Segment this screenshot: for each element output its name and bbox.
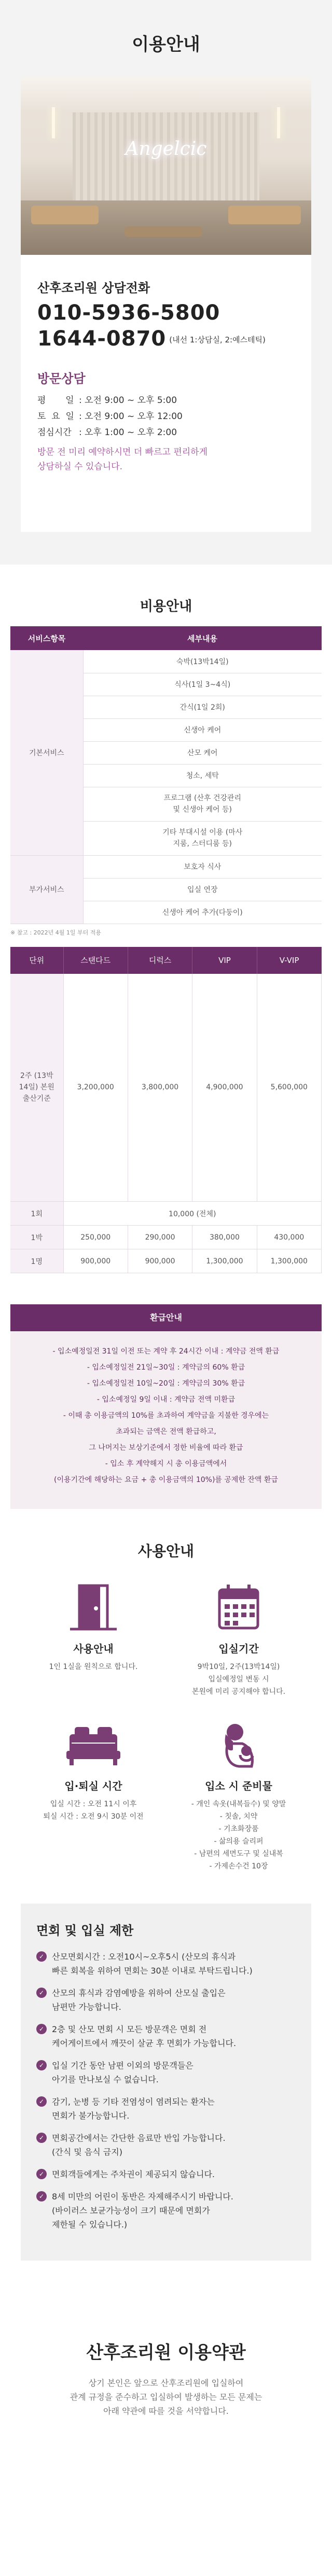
price-unit: 1명 [10,1249,63,1273]
visit-rule-text [52,2131,226,2159]
price-merged: 10,000 (전체) [63,1202,322,1226]
visit-note-line: 방문 전 미리 예약하시면 더 빠르고 편리하게 [37,447,208,457]
price-deluxe: 900,000 [128,1249,192,1273]
col-unit: 단위 [10,947,63,974]
terms-desc-line: 상기 본인은 앞으로 산후조리원에 입실하여 [88,2378,244,2388]
visit-rule-text [52,2095,215,2123]
photo-ceiling [21,76,311,112]
usage-item-desc [166,1661,311,1698]
price-deluxe: 3,800,000 [128,974,192,1202]
visit-rule-line: 면회객들에게는 주차권이 제공되지 않습니다. [52,2169,215,2179]
hours-day: 토 요 일 [37,411,74,422]
usage-item-title: 입·퇴실 시간 [64,1780,122,1792]
refund-line: 그 나머지는 보상기준에서 정한 비율에 따라 환급 [89,1444,243,1452]
table-row [10,1249,322,1273]
visit-rule-text [52,2022,236,2050]
refund-line: (이용기간에 해당하는 요금 + 총 이용금액의 10%)를 공제한 잔액 환급 [54,1476,278,1484]
price-vvip: 430,000 [257,1226,321,1249]
visit-rule-line: 산모면회시간 : 오전10시~오후5시 (산모의 휴식과 [52,1952,236,1962]
fees-section [0,565,332,1509]
terms-section [0,2261,332,2418]
col-service: 서비스항목 [10,626,83,650]
visit-rule-line: 감기, 눈병 등 기타 전염성이 염려되는 환자는 [52,2097,215,2107]
refund-line: - 입소예정일전 31일 이전 또는 계약 후 24시간 이내 : 계약금 전액 환급 [52,1347,280,1356]
hours-time: : 오전 9:00 ~ 오후 5:00 [79,395,177,406]
price-vvip: 1,300,000 [257,1249,321,1273]
service-item: 청소, 세탁 [83,764,322,787]
price-deluxe: 290,000 [128,1226,192,1249]
col-standard: 스탠다드 [63,947,128,974]
visit-rule-text [52,1986,226,2014]
price-table-header [10,947,322,974]
col-vvip: V-VIP [257,947,321,974]
visit-rule-item [36,1950,296,1978]
visit-rule-line: 면회공간에서는 간단한 음료만 반입 가능합니다. [52,2133,226,2143]
photo-lamp [277,107,280,138]
intro-section [0,0,332,565]
service-item: 신생아 케어 추가(다둥이) [83,901,322,924]
refund-box [10,1304,322,1509]
visit-note-line: 상담하실 수 있습니다. [37,462,123,472]
service-item: 간식(1일 2회) [83,696,322,718]
visit-rule-item [36,2190,296,2232]
usage-item-room [21,1581,166,1698]
check-circle-icon: ✓ [36,1988,47,1998]
hours-row [37,425,295,441]
price-vip: 1,300,000 [192,1249,257,1273]
contact-card [21,255,311,532]
usage-desc-line: - 칫솔, 치약 [219,1812,258,1821]
fees-title: 비용안내 [140,599,192,614]
refund-line: 초과되는 금액은 전액 환급하고, [116,1428,216,1436]
visit-rule-text [52,2167,215,2181]
lobby-sign-logo: Angelcic [125,138,207,160]
col-deluxe: 디럭스 [128,947,192,974]
service-item: 입실 연장 [83,878,322,901]
usage-desc-line: 9박10일, 2주(13박14일) [197,1663,280,1671]
visit-rule-item [36,2167,296,2181]
usage-desc-line: - 가제손수건 10장 [209,1862,268,1870]
usage-item-desc [21,1661,166,1673]
usage-desc-line: - 남편의 세면도구 및 실내복 [194,1850,283,1858]
photo-seat [31,206,99,224]
visit-rules-section [21,1904,311,2261]
visit-rule-text [52,2190,233,2232]
extra-service-label: 부가서비스 [10,855,83,924]
table-row [10,974,322,1202]
refund-line: - 입소예정일전 21일~30일 : 계약금의 60% 환급 [87,1363,245,1372]
refund-line: - 이때 총 이용금액의 10%를 초과하여 계약금을 지불한 경우에는 [63,1412,269,1420]
usage-desc-line: 1인 1실을 원칙으로 합니다. [49,1663,138,1671]
hours-row [37,409,295,425]
check-circle-icon: ✓ [36,2133,47,2143]
service-item: 신생아 케어 [83,718,322,741]
check-circle-icon: ✓ [36,2169,47,2179]
hours-time: : 오후 1:00 ~ 오후 2:00 [79,427,177,438]
visit-rule-line: 남편만 가능합니다. [52,2002,121,2012]
usage-item-desc [21,1798,166,1823]
hours-day: 평 일 [37,395,74,406]
hours-day: 점심시간 [37,427,72,438]
visit-rule-line: (바이러스 보균가능성이 크기 때문에 면회가 [52,2206,210,2215]
visit-rules-list [36,1950,296,2232]
terms-desc [0,2376,332,2418]
visit-rule-line: 케어게이트에서 깨끗이 살균 후 면회가 가능합니다. [52,2038,237,2048]
terms-title: 산후조리원 이용약관 [86,2342,246,2363]
refund-title: 환급안내 [10,1304,322,1331]
refund-line: - 입소예정일 9일 이내 : 계약금 전액 미환급 [96,1395,236,1404]
page-title: 이용안내 [132,34,200,55]
visit-rule-line: 입실 기간 동안 남편 이외의 방문객들은 [52,2061,193,2070]
price-unit: 1회 [10,1202,63,1226]
service-table-header [10,626,322,650]
check-circle-icon: ✓ [36,2191,47,2201]
col-vip: VIP [192,947,257,974]
check-circle-icon: ✓ [36,2024,47,2034]
usage-desc-line: - 삶의용 슬리퍼 [214,1837,264,1846]
usage-item-checkin [21,1719,166,1873]
usage-item-supplies [166,1719,311,1873]
phone-number-mobile[interactable]: 010-5936-5800 [37,301,220,325]
visit-rule-item [36,2022,296,2050]
table-row [10,855,322,878]
refund-line: - 입소 후 계약해지 시 총 이용금액에서 [105,1460,227,1468]
basic-service-label: 기본서비스 [10,650,83,855]
service-item: 숙박(13박14일) [83,650,322,673]
service-item: 기타 부대시설 이용 (마사지룸, 스터디룸 등) [83,821,322,855]
visit-rule-line: 아기를 만나보실 수 없습니다. [52,2075,159,2084]
visit-rules-title: 면회 및 입실 제한 [36,1923,134,1938]
check-circle-icon: ✓ [36,2060,47,2070]
usage-desc-line: 입실 시간 : 오전 11시 이후 [50,1800,137,1808]
consult-label: 산후조리원 상담전화 [37,281,150,295]
price-standard: 900,000 [63,1249,128,1273]
bed-icon [62,1719,125,1771]
visit-rule-text [52,1950,253,1978]
door-icon [65,1581,122,1633]
visit-rule-line: 빠른 회복을 위하여 면회는 30분 이내로 부탁드립니다.) [52,1966,253,1976]
usage-item-desc [166,1798,311,1873]
service-item: 프로그램 (산후 건강관리 및 신생아 케어 등) [83,787,322,821]
fee-note: ※ 참고 : 2022년 4월 1일 부터 적용 [10,929,102,936]
usage-desc-line: - 개인 속옷(내복들수) 및 양말 [191,1800,286,1808]
service-item: 식사(1일 3~4식) [83,673,322,696]
visit-note [37,445,295,474]
table-row [10,1202,322,1226]
usage-title: 사용안내 [137,1543,195,1560]
visit-rule-text [52,2059,193,2086]
visit-rule-line: 제한될 수 있습니다.) [52,2220,128,2229]
usage-section [0,1509,332,1873]
usage-grid [21,1581,311,1873]
usage-desc-line: 퇴실 시간 : 오전 9시 30분 이전 [43,1812,144,1821]
price-standard: 250,000 [63,1226,128,1249]
usage-item-title: 입실기간 [218,1643,259,1655]
visit-rule-item [36,1986,296,2014]
price-vip: 380,000 [192,1226,257,1249]
lobby-photo [21,76,311,255]
check-circle-icon: ✓ [36,2096,47,2107]
price-table [10,947,322,1274]
col-detail: 세부내용 [83,626,322,650]
price-vvip: 5,600,000 [257,974,321,1202]
visit-rule-item [36,2095,296,2123]
price-unit: 1박 [10,1226,63,1249]
phone-number-main-value: 1644-0870 [37,327,167,351]
table-row [10,650,322,673]
usage-desc-line: - 기초화장품 [218,1825,259,1833]
price-unit: 2주 (13박 14일) 본원출산기준 [10,974,63,1202]
hours-time: : 오전 9:00 ~ 오후 12:00 [79,411,183,422]
refund-line: - 입소예정일전 10일~20일 : 계약금의 30% 환급 [87,1379,245,1388]
photo-seat [228,206,301,224]
service-table [10,626,322,924]
mother-baby-icon [210,1719,267,1771]
check-circle-icon: ✓ [36,1951,47,1962]
service-item: 산모 케어 [83,741,322,764]
usage-desc-line: 본원에 미리 공지해야 합니다. [191,1688,286,1696]
price-vip: 4,900,000 [192,974,257,1202]
refund-body [10,1331,322,1488]
phone-extension-note: (내선 1:상담실, 2:예스테틱) [169,335,266,344]
usage-desc-line: 입실예정일 변동 시 [208,1675,269,1683]
visit-rule-line: (간식 및 음식 금지) [52,2147,122,2157]
hours-row [37,393,295,409]
visit-rule-line: 2층 및 산모 면회 시 모든 방문객은 면회 전 [52,2024,207,2034]
terms-desc-line: 아래 약관에 따를 것을 서약합니다. [103,2406,229,2416]
photo-table [125,226,202,237]
table-row [10,1226,322,1249]
service-item: 보호자 식사 [83,855,322,878]
visit-rule-item [36,2131,296,2159]
visit-rule-line: 8세 미만의 어린이 동반은 자제해주시기 바랍니다. [52,2192,233,2201]
photo-lamp [52,107,55,138]
price-standard: 3,200,000 [63,974,128,1202]
phone-number-main[interactable] [37,326,295,353]
usage-item-title: 입소 시 준비물 [205,1780,272,1792]
usage-item-title: 사용안내 [73,1643,114,1655]
calendar-icon [210,1581,267,1633]
visit-rule-item [36,2059,296,2086]
terms-desc-line: 관계 규정을 준수하고 입실하여 발생하는 모든 문제는 [70,2392,262,2402]
visit-rule-line: 면회가 불가능합니다. [52,2111,130,2121]
visit-consult-title: 방문상담 [37,371,86,386]
visit-rule-line: 산모의 휴식과 감염예방을 위하여 산모실 출입은 [52,1988,226,1998]
usage-item-period [166,1581,311,1698]
